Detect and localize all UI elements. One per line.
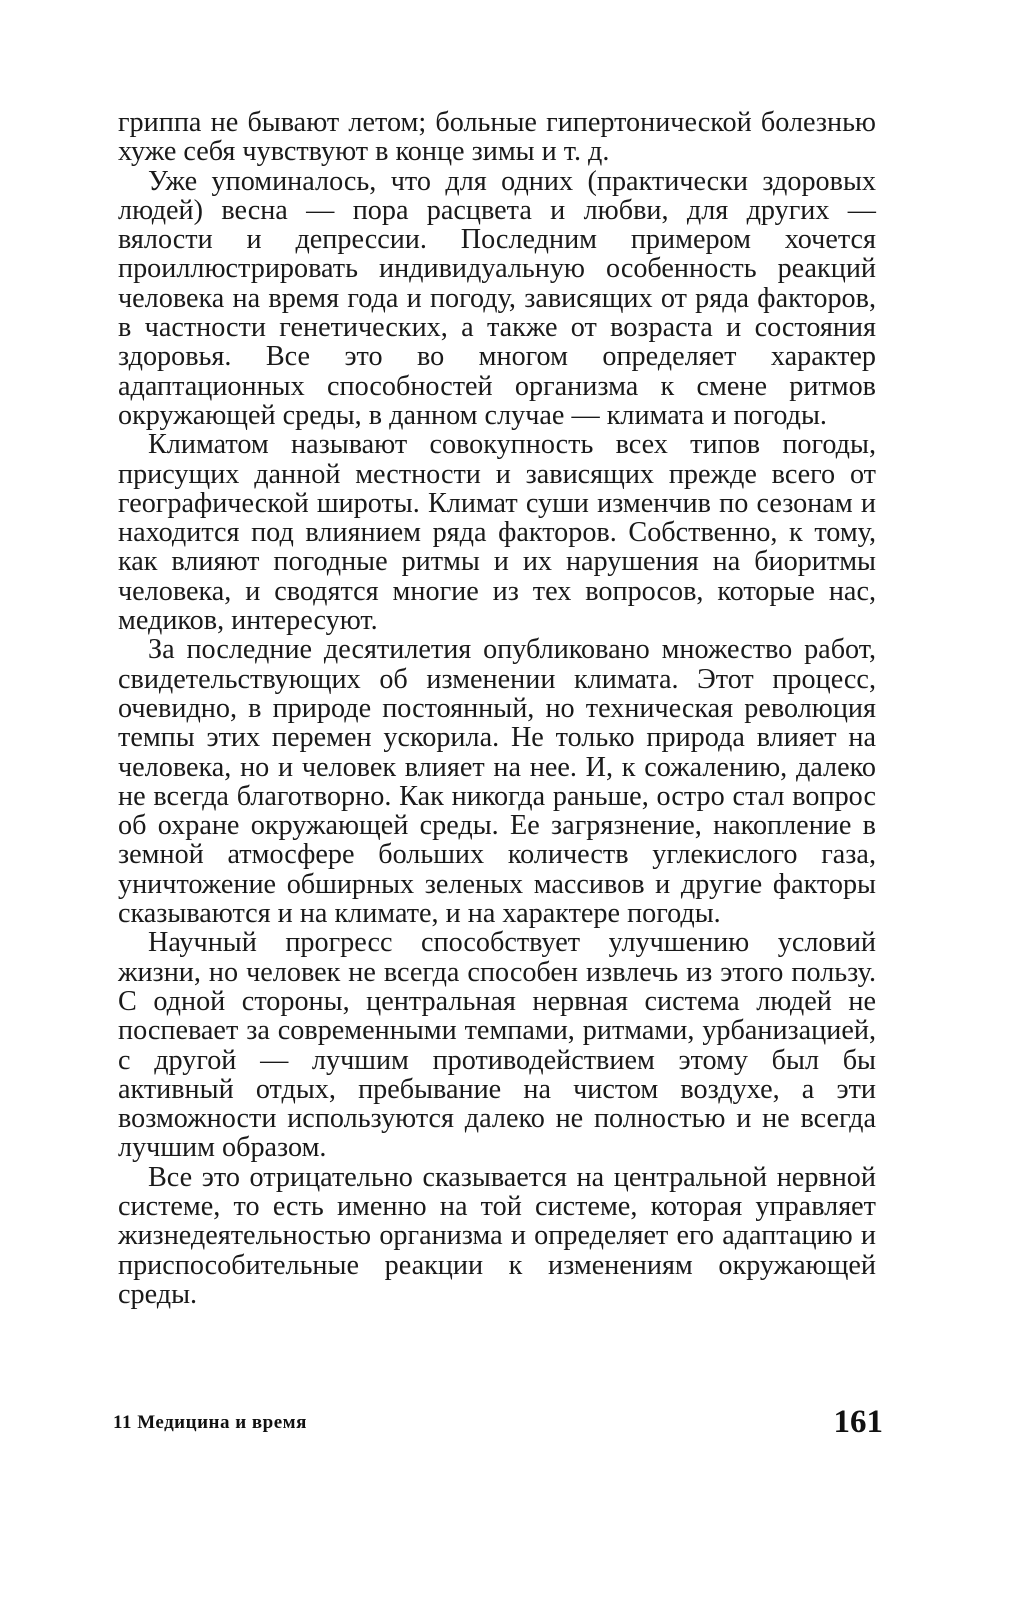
paragraph: Климатом называют совокупность всех типов погоды, присущих данной местности и зависящих прежде всего от географической широты. Климат суши изменчив по сезонам и находится под влиянием ряда факторов. Собственно, к тому, как влияют погодные ритмы и их нарушения на биоритмы человека, и сводятся многие из тех вопросов, которые нас, медиков, интересуют. bbox=[118, 429, 876, 637]
paragraph: Все это отрицательно сказывается на центральной нервной системе, то есть именно на той системе, которая управляет жизнедеятельностью организма и определяет его адаптацию и приспособительные реакции к изменениям окружающей среды. bbox=[118, 1161, 876, 1310]
page-number: 161 bbox=[833, 1404, 883, 1440]
paragraph: Научный прогресс способствует улучшению условий жизни, но человек не всегда способен извлечь из этого пользу. С одной стороны, центральная нервная система людей не поспевает за современными темпами, ритмами, урбанизацией, с другой — лучшим противодействием этому был бы активный отдых, пребывание на чистом воздухе, а эти возможности используются далеко не полностью и не всегда лучшим образом. bbox=[118, 927, 876, 1164]
paragraph: Уже упоминалось, что для одних (практически здоровых людей) весна — пора расцвета и любви, для других — вялости и депрессии. Последним примером хочется проиллюстрировать индивидуальную особенность реакций человека на время года и погоду, зависящих от ряда факторов, в частности генетических, а также от возраста и состояния здоровья. Все это во многом определяет характер адаптационных способностей организма к смене ритмов окружающей среды, в данном случае — климата и погоды. bbox=[118, 165, 876, 431]
paragraph: За последние десятилетия опубликовано множество работ, свидетельствующих об изменении климата. Этот процесс, очевидно, в природе постоянный, но техническая революция темпы этих перемен ускорила. Не только природа влияет на человека, но и человек влияет на нее. И, к сожалению, далеко не всегда благотворно. Как никогда раньше, остро стал вопрос об охране окружающей среды. Ее загрязнение, накопление в земной атмосфере больших количеств углекислого газа, уничтожение обширных зеленых массивов и другие факторы сказываются и на климате, и на характере погоды. bbox=[118, 634, 876, 930]
paragraph-continuation: гриппа не бывают летом; больные гипертонической болезнью хуже себя чувствуют в конце зимы и т. д. bbox=[118, 107, 876, 168]
body-text bbox=[118, 108, 876, 1309]
page-footer bbox=[113, 1392, 883, 1442]
signature-note: 11 Медицина и время bbox=[113, 1412, 307, 1433]
